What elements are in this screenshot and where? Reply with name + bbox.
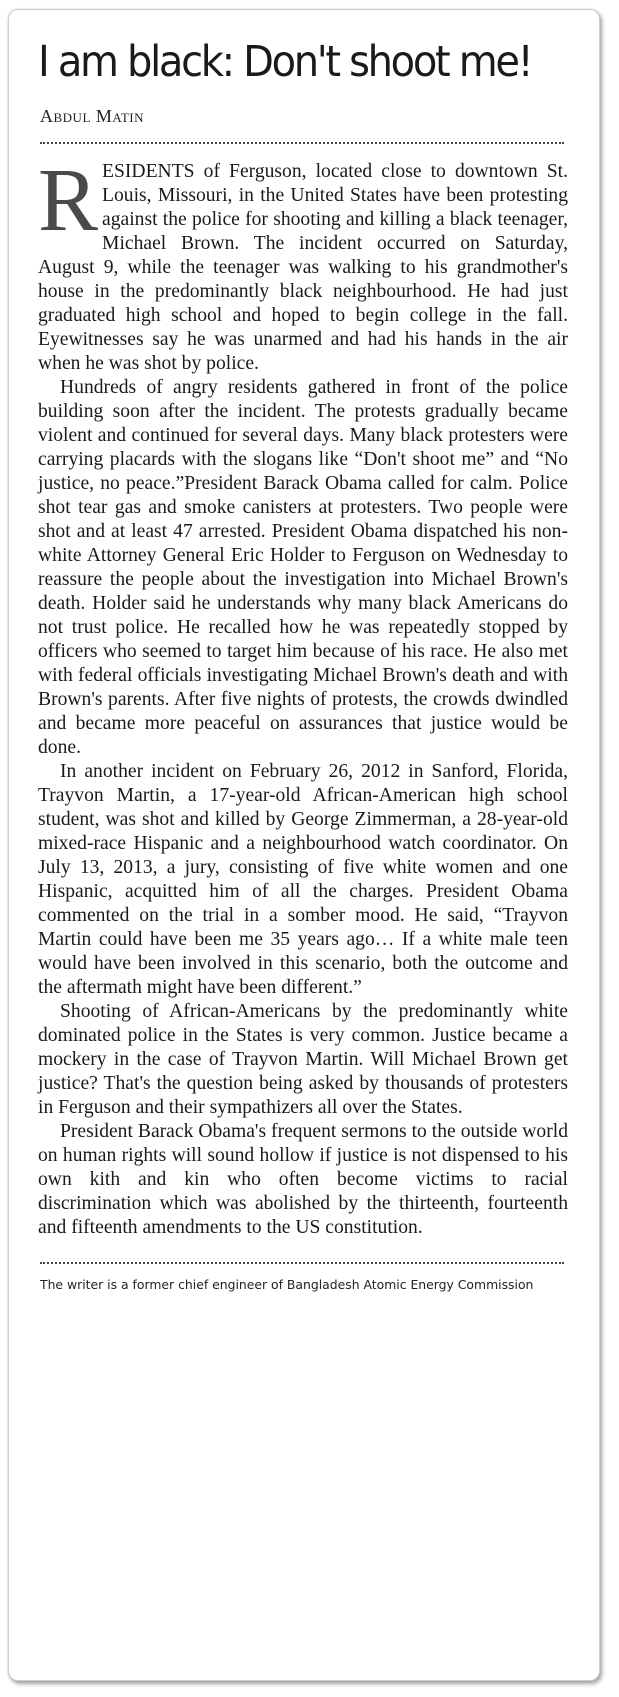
paragraph-3: In another incident on February 26, 2012 in Sanford, Florida, Trayvon Martin, a 17-year-old African-American high school student, was shot and killed by George Zimmerman, a 28-year-old mixed-race Hispanic and a neighbourhood watch coordinator. On July 13, 2013, a jury, consisting of five white women and one Hispanic, acquitted him of all the charges. President Obama commented on the trial in a somber mood. He said, “Trayvon Martin could have been me 35 years ago… If a white male teen would have been involved in this scenario, both the outcome and the aftermath might have been different.” [38,761,568,998]
dotted-divider [40,142,564,144]
drop-cap: R [38,151,99,250]
paragraph-2: Hundreds of angry residents gathered in front of the police building soon after the incident. The protests gradually became violent and continued for several days. Many black protesters were carrying placards with the slogans like “Don't shoot me” and “No justice, no peace.”President Barack Obama called for calm. Police shot tear gas and smoke canisters at protesters. Two people were shot and at least 47 arrested. President Obama dispatched his non-white Attorney General Eric Holder to Ferguson on Wednesday to reassure the people about the investigation into Michael Brown's death. Holder said he understands why many black Americans do not trust police. He recalled how he was repeatedly stopped by officers who seemed to target him because of his race. He also met with federal officials investigating Michael Brown's death and with Brown's parents. After five nights of protests, the crowds dwindled and became more peaceful on assurances that justice would be done. [38,377,568,758]
author-note: The writer is a former chief engineer of Bangladesh Atomic Energy Commission [40,1277,534,1292]
article-body [38,151,568,1240]
article-card [8,9,600,1681]
paragraph-1-text: ESIDENTS of Ferguson, located close to downtown St. Louis, Missouri, in the United States have been protesting against the police for shooting and killing a black teenager, Michael Brown. The incident occurred on Saturday, August 9, while the teenager was walking to his grandmother's house in the predominantly black neighbourhood. He had just graduated high school and hoped to begin college in the fall. Eyewitnesses say he was unarmed and had his hands in the air when he was shot by police. [38,161,568,374]
paragraph-5: President Barack Obama's frequent sermons to the outside world on human rights will sound hollow if justice is not dispensed to his own kith and kin who often become victims to racial discrimination which was abolished by the thirteenth, fourteenth and fifteenth amendments to the US constitution. [38,1121,568,1238]
footer-divider [40,1262,564,1264]
article-title: I am black: Don't shoot me! [38,37,532,87]
paragraph-4: Shooting of African-Americans by the predominantly white dominated police in the States is very common. Justice became a mockery in the case of Trayvon Martin. Will Michael Brown get justice? That's the question being asked by thousands of protesters in Ferguson and their sympathizers all over the States. [38,1001,568,1118]
author-byline: Abdul Matin [40,106,144,126]
paragraph-1 [38,151,568,376]
